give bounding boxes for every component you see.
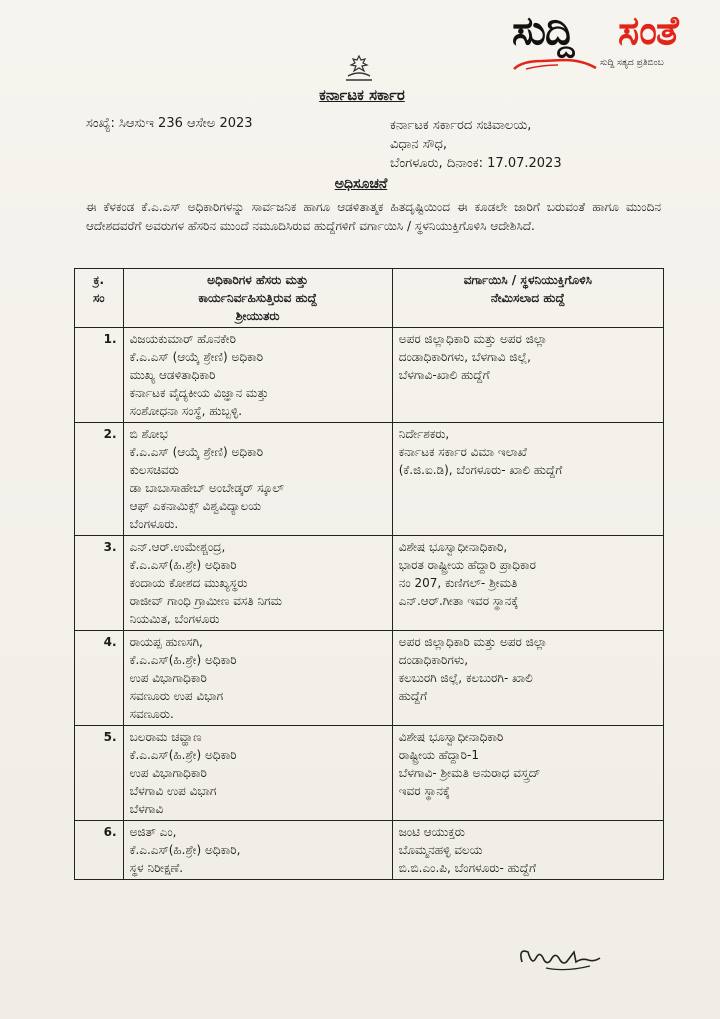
header-text: ವರ್ಗಾಯಿಸಿ / ಸ್ಥಳನಿಯುಕ್ತಿಗೊಳಿಸಿ [463,273,592,287]
posting-line: ರಾಷ್ಟ್ರೀಯ ಹೆದ್ದಾರಿ-1 [398,748,479,762]
officer-details [123,726,392,821]
new-posting [392,821,663,880]
header-new-post [392,269,663,328]
posting-line: ಬಿ.ಬಿ.ಎಂ.ಪಿ, ಬೆಂಗಳೂರು- ಹುದ್ದೆಗೆ [398,861,537,875]
notification-paragraph: ಈ ಕೆಳಕಂಡ ಕೆ.ಎ.ಎಸ್ ಅಧಿಕಾರಿಗಳನ್ನು ಸಾರ್ವಜನಿಕ ಹಾಗೂ ಆಡಳಿತಾತ್ಮಕ ಹಿತದೃಷ್ಟಿಯಿಂದ ಈ ಕೂಡಲೇ ಜಾರಿಗೆ ಬರುವಂತೆ ಹಾಗೂ ಮುಂದಿನ ಆದೇಶದವರೆಗೆ ಅವರುಗಳ ಹೆಸರಿನ ಮುಂದೆ ನಮೂದಿಸಿರುವ ಹುದ್ದೆಗಳಿಗೆ ವರ್ಗಾಯಿಸಿ / ಸ್ಥಳನಿಯುಕ್ತಿಗೊಳಿಸಿ ಆದೇಶಿಸಿದೆ. [86,200,661,233]
posting-line: ದಂಡಾಧಿಕಾರಿಗಳು, ಬೆಳಗಾವಿ ಜಿಲ್ಲೆ, [398,350,531,364]
officer-detail-line: ಕುಲಸಚಿವರು [129,463,179,477]
new-posting [392,536,663,631]
posting-line: ದಂಡಾಧಿಕಾರಿಗಳು, [398,653,469,667]
car-icon [512,56,598,72]
header-text: ಶ್ರೀಯುತರು [235,309,280,323]
officer-detail-line: ಆಫ್ ಎಕನಾಮಿಕ್ಸ್ ವಿಶ್ವವಿದ್ಯಾಲಯ [129,499,262,513]
officer-detail-line: ವಿಜಯಕುಮಾರ್ ಹೊನಕೇರಿ [129,332,236,346]
secretariat-address [390,116,562,173]
serial-number: 2. [75,423,124,536]
header-serial [75,269,124,328]
government-title: ಕರ್ನಾಟಕ ಸರ್ಕಾರ [319,86,405,104]
posting-line: ನಿರ್ದೇಶಕರು, [398,427,450,441]
posting-line: ಬೊಮ್ಮನಹಳ್ಳಿ ವಲಯ [398,843,483,857]
officer-detail-line: ಕೆ.ಎ.ಎಸ್ (ಆಯ್ಕೆ ಶ್ರೇಣಿ) ಅಧಿಕಾರಿ [129,350,264,364]
notification-title: ಅಧಿಸೂಚನೆ [334,176,388,192]
officer-detail-line: ಕಂದಾಯ ಕೋಶದ ಮುಖ್ಯಸ್ಥರು [129,576,248,590]
header-text: ಅಧಿಕಾರಿಗಳ ಹೆಸರು ಮತ್ತು [207,273,309,287]
officer-detail-line: ಕೆ.ಎ.ಎಸ್ (ಆಯ್ಕೆ ಶ್ರೇಣಿ) ಅಧಿಕಾರಿ [129,445,264,459]
officer-detail-line: ಎನ್.ಆರ್.ಉಮೇಶ್ಚಂದ್ರ, [129,540,226,554]
posting-line: ಬೆಳಗಾವಿ-ಖಾಲಿ ಹುದ್ದೆಗೆ [398,368,490,382]
serial-number: 1. [75,328,124,423]
posting-line: ಕಲಬುರಗಿ ಜಿಲ್ಲೆ, ಕಲಬುರಗಿ- ಖಾಲಿ [398,671,533,685]
address-line: ಕರ್ನಾಟಕ ಸರ್ಕಾರದ ಸಚಿವಾಲಯ, [390,118,532,133]
officer-detail-line: ಬೆಳಗಾವಿ [129,802,164,816]
new-posting [392,423,663,536]
header-officer-name [123,269,392,328]
address-line: ವಿಧಾನ ಸೌಧ, [390,137,448,152]
posting-line: ವಿಶೇಷ ಭೂಸ್ವಾಧೀನಾಧಿಕಾರಿ [398,730,504,744]
officer-detail-line: ಮುಖ್ಯ ಆಡಳಿತಾಧಿಕಾರಿ [129,368,216,382]
news-logo [512,8,712,78]
officer-detail-line: ಕೆ.ಎ.ಎಸ್(ಹಿ.ಶ್ರೇ) ಅಧಿಕಾರಿ, [129,843,241,857]
reference-number: ಸಂಖ್ಯೆ: ಸಿಆಸುಇ 236 ಆಸೇಅ 2023 [86,116,253,131]
header-text: ಕ್ರ. [93,273,105,287]
header-text: ಕಾರ್ಯನಿರ್ವಹಿಸುತ್ತಿರುವ ಹುದ್ದೆ [198,291,317,305]
officer-detail-line: ಕೆ.ಎ.ಎಸ್(ಹಿ.ಶ್ರೇ) ಅಧಿಕಾರಿ [129,653,237,667]
table-header-row [75,269,664,328]
serial-number: 3. [75,536,124,631]
table-row [75,328,664,423]
address-line: ಬೆಂಗಳೂರು, ದಿನಾಂಕ: 17.07.2023 [390,156,562,171]
serial-number: 5. [75,726,124,821]
officer-detail-line: ಬಲರಾಮ ಚವ್ಹಾಣ [129,730,202,744]
new-posting [392,726,663,821]
transfer-table [74,268,664,880]
officer-detail-line: ಸವಣೂರು ಉಪ ವಿಭಾಗ [129,689,224,703]
officer-detail-line: ಬೆಂಗಳೂರು. [129,517,179,531]
serial-number: 6. [75,821,124,880]
officer-detail-line: ನಿಯಮಿತ, ಬೆಂಗಳೂರು [129,612,220,626]
posting-line: ಅಪರ ಜಿಲ್ಲಾಧಿಕಾರಿ ಮತ್ತು ಅಪರ ಜಿಲ್ಲಾ [398,635,548,649]
posting-line: ಹುದ್ದೆಗೆ [398,689,428,703]
officer-detail-line: ಉಪ ವಿಭಾಗಾಧಿಕಾರಿ [129,671,207,685]
signature-image [516,938,606,974]
officer-detail-line: ಬಿ ಶೋಭ [129,427,168,441]
posting-line: ನಂ 207, ಕುಣಿಗಲ್- ಶ್ರೀಮತಿ [398,576,518,590]
posting-line: ಅಪರ ಜಿಲ್ಲಾಧಿಕಾರಿ ಮತ್ತು ಅಪರ ಜಿಲ್ಲಾ [398,332,548,346]
officer-detail-line: ಸಂಶೋಧನಾ ಸಂಸ್ಥೆ, ಹುಬ್ಬಳ್ಳಿ. [129,404,243,418]
posting-line: ಕರ್ನಾಟಕ ಸರ್ಕಾರ ವಿಮಾ ಇಲಾಖೆ [398,445,527,459]
state-emblem-icon [342,54,376,82]
serial-number: 4. [75,631,124,726]
officer-detail-line: ಅಜಿತ್ ಎಂ, [129,825,177,839]
posting-line: ಬೆಳಗಾವಿ- ಶ್ರೀಮತಿ ಅನುರಾಧ ವಸ್ತ್ರದ್ [398,766,541,780]
officer-details [123,631,392,726]
header-text: ನೇಮಿಸಲಾದ ಹುದ್ದೆ [490,291,565,305]
table-row [75,536,664,631]
officer-details [123,328,392,423]
posting-line: ಎನ್.ಆರ್.ಗೀತಾ ಇವರ ಸ್ಥಾನಕ್ಕೆ [398,594,519,608]
officer-details [123,423,392,536]
posting-line: ಇವರ ಸ್ಥಾನಕ್ಕೆ [398,784,450,798]
officer-details [123,536,392,631]
new-posting [392,328,663,423]
officer-detail-line: ಕೆ.ಎ.ಎಸ್(ಹಿ.ಶ್ರೇ) ಅಧಿಕಾರಿ [129,748,237,762]
table-row [75,821,664,880]
officer-detail-line: ರಾಜೀವ್ ಗಾಂಧಿ ಗ್ರಾಮೀಣ ವಸತಿ ನಿಗಮ [129,594,283,608]
officer-detail-line: ಕರ್ನಾಟಕ ವೈದ್ಯಕೀಯ ವಿಜ್ಞಾನ ಮತ್ತು [129,386,269,400]
table-row [75,631,664,726]
officer-detail-line: ಕೆ.ಎ.ಎಸ್(ಹಿ.ಶ್ರೇ) ಅಧಿಕಾರಿ [129,558,237,572]
officer-detail-line: ಸ್ಥಳ ನಿರೀಕ್ಷಣೆ. [129,861,184,875]
table-row [75,726,664,821]
posting-line: ವಿಶೇಷ ಭೂಸ್ವಾಧೀನಾಧಿಕಾರಿ, [398,540,508,554]
posting-line: ಭಾರತ ರಾಷ್ಟ್ರೀಯ ಹೆದ್ದಾರಿ ಪ್ರಾಧಿಕಾರ [398,558,536,572]
table-body [75,328,664,880]
officer-detail-line: ಡಾ ಬಾಬಾಸಾಹೇಬ್ ಅಂಬೇಡ್ಕರ್ ಸ್ಕೂಲ್ [129,481,284,495]
table-row [75,423,664,536]
officer-detail-line: ಉಪ ವಿಭಾಗಾಧಿಕಾರಿ [129,766,207,780]
officer-details [123,821,392,880]
logo-word-black: ಸುದ್ದಿ [512,8,574,54]
posting-line: ಜಂಟಿ ಆಯುಕ್ತರು [398,825,465,839]
logo-word-red: ಸಂತೆ [618,8,678,54]
new-posting [392,631,663,726]
header-text: ಸಂ [92,291,105,305]
officer-detail-line: ರಾಯಪ್ಪ ಹುಣಸಗಿ, [129,635,203,649]
officer-detail-line: ಬೆಳಗಾವಿ ಉಪ ವಿಭಾಗ [129,784,217,798]
posting-line: (ಕೆ.ಜಿ.ಐ.ಡಿ), ಬೆಂಗಳೂರು- ಖಾಲಿ ಹುದ್ದೆಗೆ [398,463,563,477]
logo-tagline: ಸುದ್ದಿ ಸತ್ಯದ ಪ್ರತಿಬಿಂಬ [600,58,664,68]
officer-detail-line: ಸವಣೂರು. [129,707,174,721]
